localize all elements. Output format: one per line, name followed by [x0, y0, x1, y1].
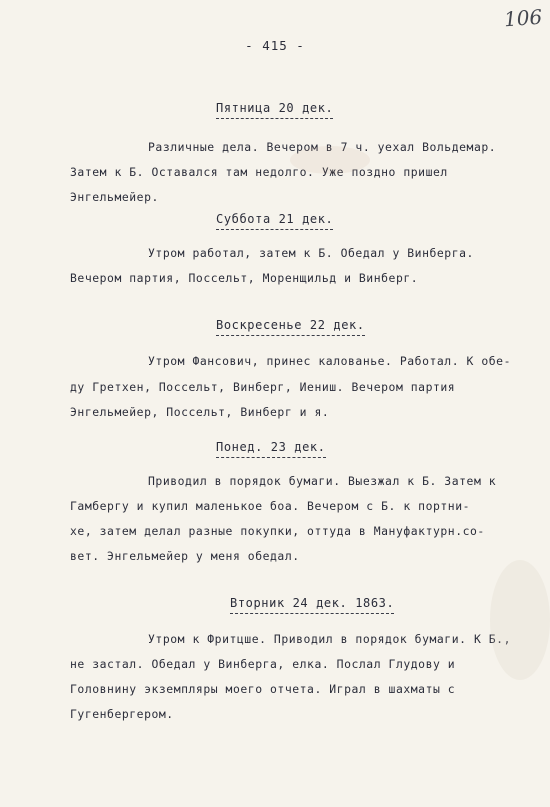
entry-line: Затем к Б. Оставался там недолго. Уже поздно пришел — [70, 165, 448, 179]
entry-line: Различные дела. Вечером в 7 ч. уехал Вольдемар. — [148, 140, 497, 154]
entry-heading: Вторник 24 дек. 1863. — [230, 596, 394, 614]
entry-line: Утром Фансович, принес калованье. Работал. К обе- — [148, 354, 511, 368]
entry-line: вет. Энгельмейер у меня обедал. — [70, 549, 300, 563]
entry-line: Гугенбергером. — [70, 707, 174, 721]
entry-heading: Пятница 20 дек. — [216, 101, 333, 119]
entry-line: Головнину экземпляры моего отчета. Играл в шахматы с — [70, 682, 456, 696]
entry-line: хе, затем делал разные покупки, оттуда в Мануфактурн.со- — [70, 524, 485, 538]
entry-line: Энгельмейер. — [70, 190, 159, 204]
folio-number: 106 — [503, 4, 543, 32]
entry-line: Гамбергу и купил маленькое боа. Вечером с Б. к портни- — [70, 499, 471, 513]
entry-line: Энгельмейер, Поссельт, Винберг и я. — [70, 405, 330, 419]
entry-line: Утром работал, затем к Б. Обедал у Винберга. — [148, 246, 474, 260]
entry-heading: Воскресенье 22 дек. — [216, 318, 365, 336]
entry-heading: Понед. 23 дек. — [216, 440, 326, 458]
entry-line: Утром к Фритцше. Приводил в порядок бумаги. К Б., — [148, 632, 511, 646]
entry-line: Вечером партия, Поссельт, Моренщильд и Винберг. — [70, 271, 419, 285]
entry-line: ду Гретхен, Поссельт, Винберг, Иениш. Вечером партия — [70, 380, 456, 394]
entry-line: Приводил в порядок бумаги. Выезжал к Б. Затем к — [148, 474, 497, 488]
entry-line: не застал. Обедал у Винберга, елка. Послал Глудову и — [70, 657, 456, 671]
page-number: - 415 - — [245, 38, 305, 53]
entry-heading: Суббота 21 дек. — [216, 212, 333, 230]
